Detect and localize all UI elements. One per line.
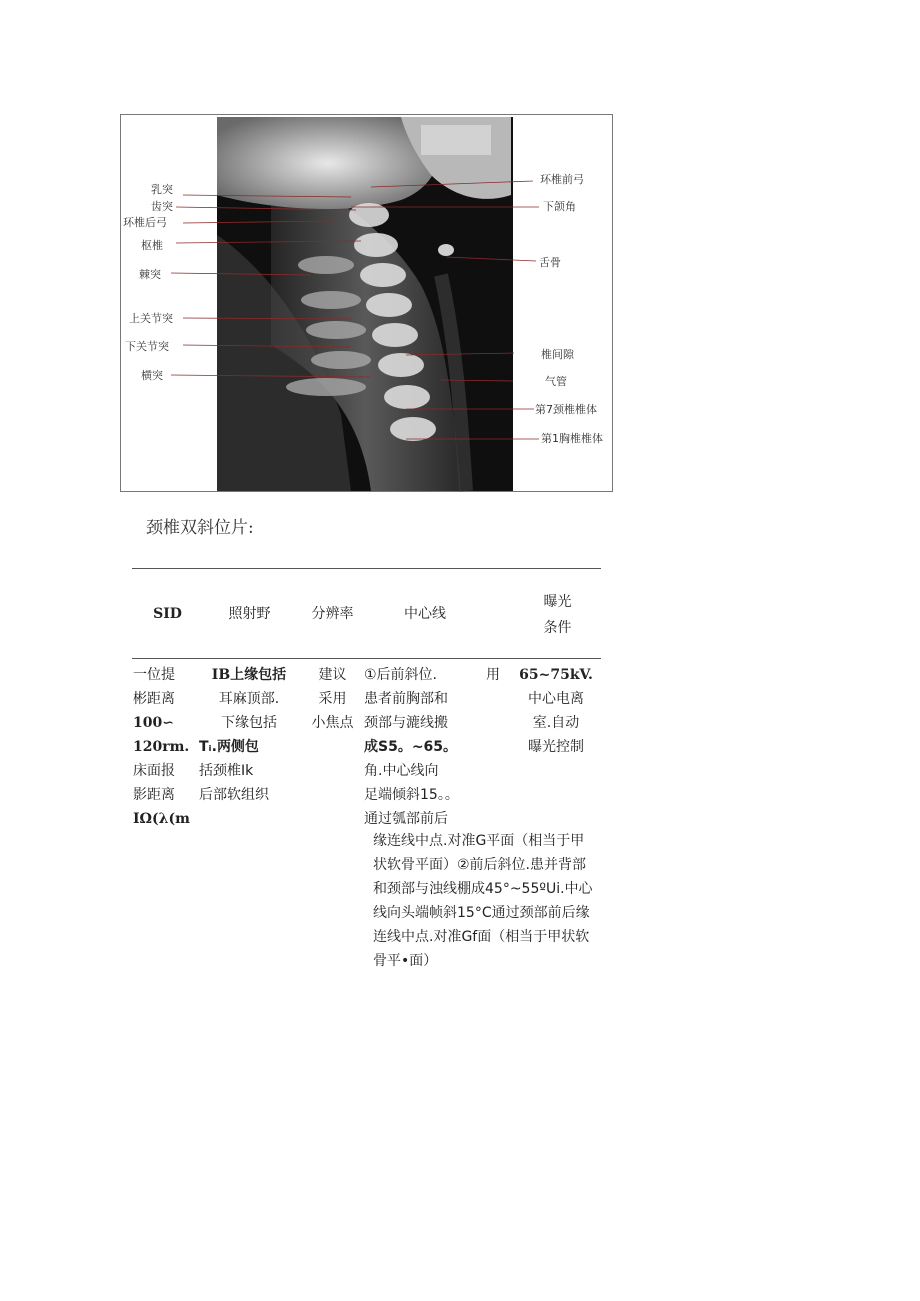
header-exposure-line2: 条件 xyxy=(543,620,572,636)
label-inferior-articular-process: 下关节突 xyxy=(125,340,169,353)
cell-field xyxy=(199,663,299,807)
header-sid: SID xyxy=(153,606,182,622)
sid-line: 影距离 xyxy=(133,787,175,803)
center-line-wide-text: 和颈部与浊线棚成45°~55ºUi.中心 xyxy=(373,881,593,897)
cell-resolution xyxy=(305,663,360,735)
label-trachea: 气管 xyxy=(545,375,567,388)
header-resolution: 分辨率 xyxy=(311,606,354,622)
center-line-wide-text: 状软骨平面）②前后斜位.患并背部 xyxy=(373,857,587,873)
resolution-line: 建议 xyxy=(318,667,347,683)
table-top-rule xyxy=(132,568,601,569)
label-anterior-arch-atlas: 环椎前弓 xyxy=(540,173,584,186)
header-exposure-line1: 曝光 xyxy=(543,594,572,610)
label-posterior-arch-atlas: 环椎后弓 xyxy=(123,216,167,229)
label-hyoid: 舌骨 xyxy=(539,256,561,269)
section-caption: 颈椎双斜位片: xyxy=(146,518,254,538)
field-line: 括颈椎Ik xyxy=(199,763,254,779)
field-line: Tᵢ.两侧包 xyxy=(199,739,259,755)
exposure-line: 65~75kV. xyxy=(519,667,593,683)
label-dens: 齿突 xyxy=(151,200,173,213)
center-line-wide-text: 线向头端帧斜15°C通过颈部前后缘 xyxy=(373,905,590,921)
cervical-xray-figure xyxy=(120,114,613,492)
cell-yong xyxy=(486,663,500,687)
field-line: 耳麻顶部. xyxy=(218,691,280,707)
resolution-line: 小焦点 xyxy=(311,715,354,731)
center-line-wide-text: 缘连线中点.对准G平面（相当于甲 xyxy=(373,833,585,849)
cell-exposure xyxy=(515,663,597,759)
header-field: 照射野 xyxy=(228,606,271,622)
field-line: 下缘包括 xyxy=(221,715,277,731)
resolution-line: 采用 xyxy=(318,691,347,707)
center-line-text: 颈部与漉线搬 xyxy=(364,715,448,731)
label-axis: 枢椎 xyxy=(141,239,163,252)
center-line-wide-text: 连线中点.对准Gf面（相当于甲状软 xyxy=(373,929,590,945)
center-line-wide-text: 骨平•面） xyxy=(373,953,438,969)
field-line: 后部软组织 xyxy=(199,787,269,803)
cell-center-line-continued xyxy=(373,829,593,973)
label-transverse-process: 横突 xyxy=(141,369,163,382)
sid-line: 一位提 xyxy=(133,667,175,683)
label-c7-vertebral-body: 第7颈椎椎体 xyxy=(535,403,597,416)
label-t1-vertebral-body: 第1胸椎椎体 xyxy=(541,432,603,445)
label-spinous-process: 棘突 xyxy=(139,268,161,281)
field-line-text: IB上缘包括 xyxy=(211,667,287,683)
sid-line: 120rm. xyxy=(133,739,190,755)
table-header-rule xyxy=(132,658,601,659)
label-intervertebral-space: 椎间隙 xyxy=(541,348,574,361)
label-mandibular-angle: 下颌角 xyxy=(543,200,576,213)
sid-line: 彬距离 xyxy=(133,691,175,707)
sid-line: 100∽ xyxy=(133,715,174,731)
exposure-line: 曝光控制 xyxy=(528,739,584,755)
sid-line: IΩ(λ(m xyxy=(133,811,190,827)
center-line-text: 足端倾斜15。。 xyxy=(364,787,459,803)
label-superior-articular-process: 上关节突 xyxy=(129,312,173,325)
yong-text: 用 xyxy=(486,667,500,683)
exposure-line: 室.自动 xyxy=(532,715,580,731)
center-line-text: 成S5。~65。 xyxy=(364,739,458,755)
center-line-text: 通过瓠部前后 xyxy=(364,811,448,827)
cell-sid xyxy=(133,663,190,831)
sid-line: 床面报 xyxy=(133,763,175,779)
header-center-line: 中心线 xyxy=(404,606,446,622)
center-line-text: 患者前胸部和 xyxy=(364,691,448,707)
label-mastoid: 乳突 xyxy=(151,183,173,196)
exposure-line: 中心电离 xyxy=(528,691,584,707)
center-line-text: ①后前斜位. xyxy=(364,667,438,683)
field-line xyxy=(199,663,299,687)
cell-center-line xyxy=(364,663,459,831)
center-line-text: 角.中心线向 xyxy=(364,763,439,779)
